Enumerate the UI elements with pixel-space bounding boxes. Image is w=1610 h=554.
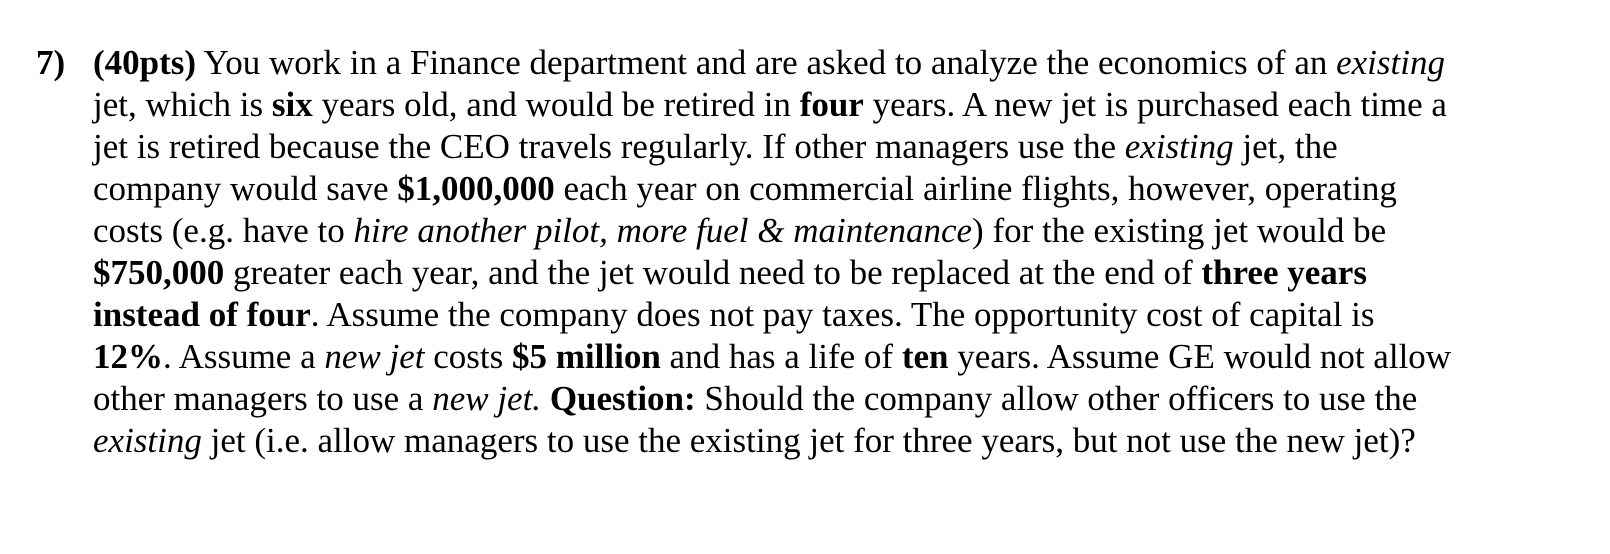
- question-text: other managers to use a: [93, 379, 433, 418]
- question-text: [541, 379, 550, 418]
- bold-text: three years: [1201, 253, 1367, 292]
- bold-text: $1,000,000: [397, 169, 555, 208]
- question-line-8: [36, 336, 1586, 378]
- emphasis-text: new jet.: [432, 379, 542, 418]
- emphasis-text: existing: [1124, 127, 1234, 166]
- question-points: (40pts): [93, 43, 197, 82]
- question-text: jet (i.e. allow managers to use the existing jet for three years, but not use the new jet)?: [201, 421, 1416, 460]
- bold-text: $750,000: [93, 253, 225, 292]
- question-text: costs: [424, 337, 513, 376]
- bold-text: six: [271, 85, 313, 124]
- question-text: years old, and would be retired in: [312, 85, 800, 124]
- question-line-5: [36, 210, 1586, 252]
- question-line-4: [36, 168, 1586, 210]
- bold-text: instead of four: [93, 295, 311, 334]
- question-text: jet, which is: [93, 85, 272, 124]
- question-text: Should the company allow other officers to use the: [695, 379, 1418, 418]
- question-line-9: [36, 378, 1586, 420]
- question-text: jet, the: [1233, 127, 1338, 166]
- emphasis-text: existing: [93, 421, 202, 460]
- emphasis-text: existing: [1336, 43, 1445, 82]
- question-text: years. Assume GE would not allow: [948, 337, 1452, 376]
- bold-text: four: [799, 85, 864, 124]
- question-text: years. A new jet is purchased each time a: [863, 85, 1447, 124]
- question-line-1: [36, 42, 1586, 84]
- emphasis-text: hire another pilot, more fuel & maintenance: [353, 211, 973, 250]
- question-text: ) for the existing jet would be: [972, 211, 1387, 250]
- question-line-3: [36, 126, 1586, 168]
- bold-text: 12%: [93, 337, 163, 376]
- question-text: . Assume the company does not pay taxes. The opportunity cost of capital is: [310, 295, 1375, 334]
- bold-text: ten: [901, 337, 949, 376]
- emphasis-text: new jet: [324, 337, 425, 376]
- question-line-6: [36, 252, 1586, 294]
- question-number: 7): [36, 43, 66, 82]
- bold-text: $5 million: [512, 337, 661, 376]
- question-text: You work in a Finance department and are asked to analyze the economics of an: [196, 43, 1337, 82]
- question-text: jet is retired because the CEO travels regularly. If other managers use the: [93, 127, 1125, 166]
- question-text: company would save: [93, 169, 398, 208]
- question-text: . Assume a: [163, 337, 325, 376]
- question-7: [36, 42, 1586, 462]
- question-label: Question:: [549, 379, 696, 418]
- question-line-2: [36, 84, 1586, 126]
- question-line-7: [36, 294, 1586, 336]
- question-text: each year on commercial airline flights, however, operating: [554, 169, 1397, 208]
- question-text: and has a life of: [660, 337, 902, 376]
- question-line-10: [36, 420, 1586, 462]
- question-text: costs (e.g. have to: [93, 211, 354, 250]
- question-text: greater each year, and the jet would need to be replaced at the end of: [224, 253, 1202, 292]
